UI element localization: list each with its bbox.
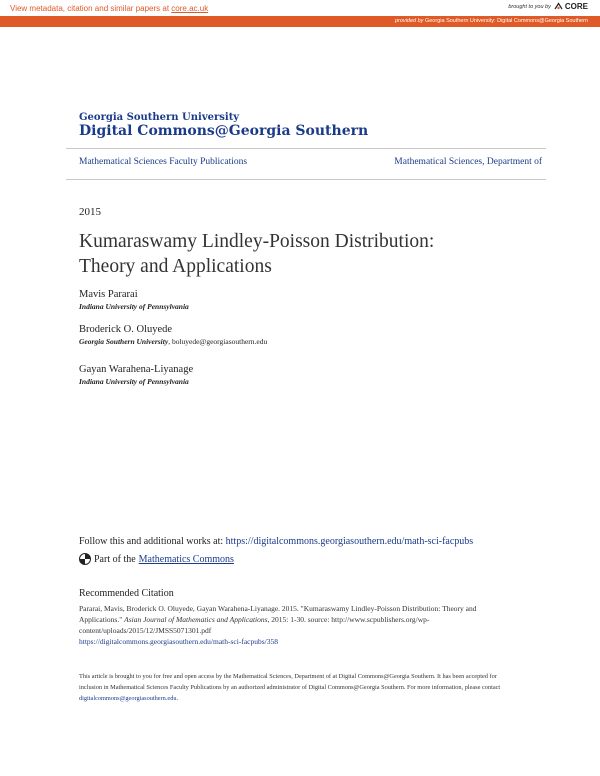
university-name[interactable]: Georgia Southern University: [79, 112, 240, 123]
author-name: Broderick O. Oluyede: [79, 324, 173, 335]
author-3: [79, 364, 193, 386]
contact-email-link[interactable]: digitalcommons@georgiasouthern.edu: [79, 695, 177, 702]
author-affiliation: [79, 302, 189, 311]
author-email[interactable]: , boluyede@georgiasouthern.edu: [168, 337, 268, 346]
notice-end: .: [176, 695, 179, 702]
affiliation-text: Indiana University of Pennsylvania: [79, 302, 189, 311]
follow-works: [79, 536, 473, 547]
brought-to-you-by: brought to you by: [508, 3, 551, 10]
department-link[interactable]: Mathematical Sciences, Department of: [394, 157, 542, 167]
citation-part-2: , 2015: 1-30. source: http://www.scpublishers.org/wp-content/uploads/2015/12/JMSS5071301.pdf: [79, 615, 430, 635]
author-affiliation: [79, 337, 267, 346]
core-brand[interactable]: [508, 2, 588, 11]
affiliation-text: Georgia Southern University: [79, 337, 169, 346]
core-ac-uk-link[interactable]: core.ac.uk: [171, 4, 209, 13]
follow-text: Follow this and additional works at:: [79, 536, 226, 547]
repository-name[interactable]: Digital Commons@Georgia Southern: [79, 123, 369, 139]
author-1: [79, 289, 189, 311]
affiliation-text: Indiana University of Pennsylvania: [79, 377, 189, 386]
part-of-text: Part of the: [94, 553, 136, 565]
citation-text: [79, 603, 519, 636]
access-notice: [79, 671, 519, 704]
author-name: Mavis Pararai: [79, 289, 138, 300]
author-name: Gayan Warahena-Liyanage: [79, 364, 194, 375]
divider-top: [66, 148, 546, 149]
citation-heading: Recommended Citation: [79, 588, 174, 599]
publication-year: 2015: [79, 206, 101, 218]
provided-prefix: provided by: [395, 18, 424, 24]
divider-bottom: [66, 179, 546, 180]
core-view-metadata: [10, 4, 208, 13]
citation-journal: Asian Journal of Mathematics and Applications: [124, 615, 268, 624]
title-line-2: Theory and Applications: [79, 256, 272, 277]
core-banner: [0, 0, 600, 16]
core-logo-text: CORE: [564, 2, 588, 11]
author-affiliation: [79, 377, 193, 386]
provided-by-text: [395, 18, 588, 24]
provided-by-bar: [0, 16, 600, 27]
provided-source: Georgia Southern University: Digital Commons@Georgia Southern: [424, 18, 588, 24]
notice-text: This article is brought to you for free and open access by the Mathematical Sciences, Department of at Digital Commons@Georgia Southern. It has been accepted for inclusion in Mathematical Sciences Faculty Publications by an authorized administrator of Digital Commons@Georgia Southern. For more information, please contact: [79, 673, 501, 691]
mathematics-commons-link[interactable]: Mathematics Commons: [138, 553, 234, 565]
citation-part-1: Pararai, Mavis, Broderick O. Oluyede, Gayan Warahena-Liyanage. 2015. "Kumaraswamy Lindley-Poisson Distribution: Theory and Applications.": [79, 604, 477, 624]
follow-url-link[interactable]: https://digitalcommons.georgiasouthern.edu/math-sci-facpubs: [225, 536, 474, 547]
core-logo-icon: [554, 2, 563, 11]
paper-title: [79, 229, 519, 279]
title-line-1: Kumaraswamy Lindley-Poisson Distribution:: [79, 231, 435, 252]
core-view-text: View metadata, citation and similar papers at: [10, 4, 172, 13]
series-link[interactable]: Mathematical Sciences Faculty Publications: [79, 157, 248, 167]
network-commons-icon: [79, 553, 91, 565]
citation-link[interactable]: https://digitalcommons.georgiasouthern.edu/math-sci-facpubs/358: [79, 637, 278, 646]
core-logo[interactable]: [554, 2, 588, 11]
author-2: [79, 324, 267, 346]
part-of-commons: [79, 553, 234, 565]
